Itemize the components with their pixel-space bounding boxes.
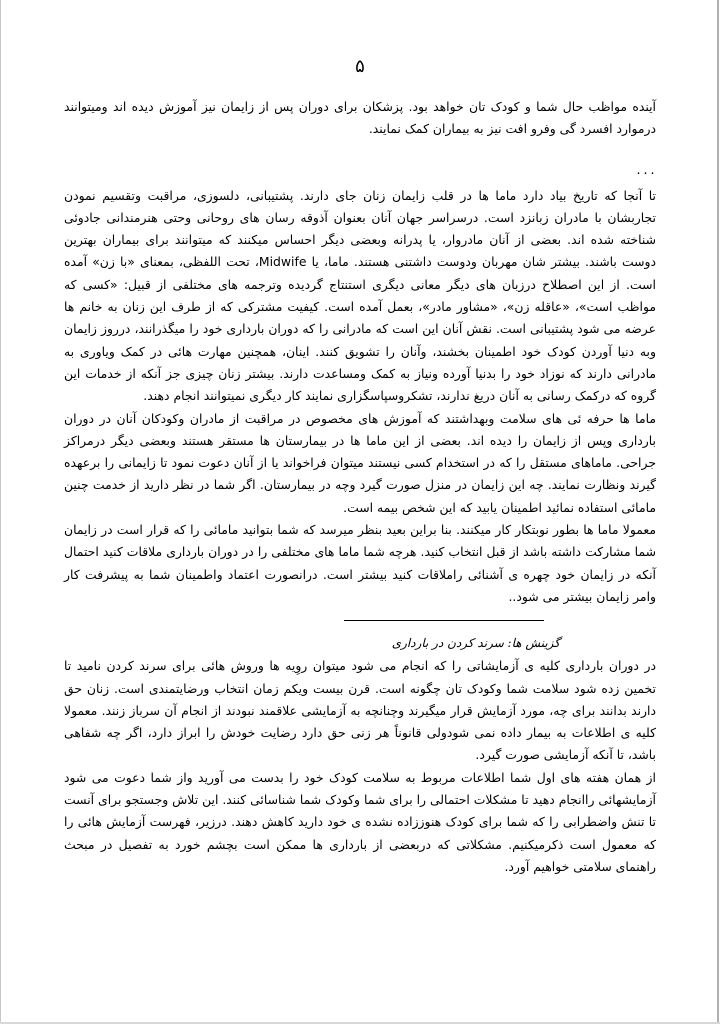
page-frame-right bbox=[717, 0, 719, 1024]
page-body bbox=[64, 96, 656, 878]
paragraph-screening-weeks: از همان هفته های اول شما اطلاعات مربوط به سلامت کودک خود را بدست می آورید واز شما دعوت می شود آزمایشهائی راانجام دهید تا مشکلات احتمالی را برای شما وکودک شما شناسائی کنند. این تلاش وجستجو برای آنست تا تنش واضطرابی را که شما برای کودک هنوززاده نشده ی خود دارید کاهش دهند. درزیر، فهرست آزمایش هائی را که معمول است ذکرمیکنیم. مشکلاتی که دربعضی از بارداری ها ممکن است بچشم خورد به تفصیل در مبحث راهنمای سلامتی خواهیم آورد. bbox=[63, 769, 656, 874]
page-frame-left bbox=[0, 0, 1, 1024]
paragraph-intro: آینده مواظب حال شما و کودک تان خواهد بود. پزشکان برای دوران پس از زایمان نیز آموزش دیده اند ومیتوانند درموارد افسرد گی وفرو افت نیز به بیماران کمک نمایند. bbox=[64, 99, 656, 137]
paragraph-midwife-history: تا آنجا که تاریخ بیاد دارد ماما ها در قلب زایمان زنان جای دارند. پشتیبانی، دلسوزی، مراقبت وتقسیم نمودن تجاربشان با مادران زبانزد است. درسراسر جهان آنان بعنوان آذوقه رسان های روحانی وحتی هنرمندانی جادوئی شناخته شده اند. بعضی از آنان مادروار، یا پدرانه وبعضی دیگر احساس میکنند که میتوانند برای بیماران بهترین دوست باشند. بیشتر شان مهربان ودوست داشتنی هستند. ماما، یا Midwife، تحت اللفظی، بمعنای «با زن» آمده است. از این اصطلاح درزبان های دیگر معانی دیگری استنتاج گردیده وترجمه های مختلفی از قبیل: «کسی که مواظب است»، «عاقله زن»، «مشاور مادر»، بعمل آمده است. کیفیت مشترکی که از طرف این زنان به خانم ها عرضه می شود پشتیبانی است. نقش آنان این است که مادرانی را که دوران بارداری خود را میگذرانند، درروز زایمان وبه دنیا آوردن کودک خود اطمینان بخشند، وآنان را تشویق کنند. اینان، همچنین مهارت هائی در کمک ویاوری به مادرانی دارند که نوزاد خود را بدنیا آورده ونیاز به کمک ومساعدت دارند. بیشتر زنان چیزی جز آنکه از خدمات این گروه که درکمک رسانی به آنان دریغ ندارند، تشکروسپاسگزاری نمایند کار دیگری نمیتوانند انجام دهند. bbox=[64, 187, 657, 404]
page-number: ۵ bbox=[355, 56, 365, 77]
section-heading-screening: گزینش ها: سرند کردن در بارداری bbox=[391, 636, 560, 651]
paragraph-midwife-teamwork: معمولا ماما ها بطور نوبتکار کار میکنند. بنا براین بعید بنظر میرسد که شما بتوانید مامائی را که قرار است در زایمان شما مشارکت داشته باشد از قبل انتخاب کنید. هرچه شما ماما های مختلفی را در دوران بارداری ملاقات کنید احتمال آنکه در زایمان خود چهره ی آشنائی راملاقات کنید بیشتر است. درانصورت اعتماد واطمینان شما به پیشرفت کار وامر زایمان بیشتر می شود.. bbox=[64, 522, 656, 604]
section-separator: ۰۰۰ bbox=[635, 165, 656, 181]
paragraph-screening-intro: در دوران بارداری کلیه ی آزمایشاتی را که انجام می شود میتوان روِیه ها وروش هائی برای سرند کردن نامید تا تخمین زده شود سلامت شما وکودک تان چگونه است. قرن بیست ویکم زمان انتخاب ورضایتمندی است. زنان حق دارند بدانند برای چه، مورد آزمایش قرار میگیرند وچنانچه به آزمایشی علاقمند نبودند از انجام آن سرباز زنند. معمولا کلیه ی اطلاعات به بیمار داده نمی شودولی قانوناً هر زنی حق دارد رضایت خودش را ابراز دارد، اگر چه شفاهی باشد، تا آنکه آزمایشی صورت گیرد. bbox=[64, 658, 656, 763]
horizontal-divider bbox=[344, 620, 544, 621]
paragraph-midwife-training: ماما ها حرفه ئی های سلامت وبهداشتند که آموزش های مخصوص در مراقبت از مادران وکودکان آنان در دوران بارداری وپس از زایمان را دیده اند. بعضی از این ماما ها در بیمارستان ها مستقر هستند وبعضی دیگر درمراکز جراحی. ماماهای مستقل را که در استخدام کسی نیستند میتوان فراخواند یا از آنان دعوت نمود تا زایمانی را برعهده گیرند ونظارت نمایند. چه این زایمان در منزل صورت گیرد وچه در بیمارستان. اگر شما در نظر دارید از خدمت چنین مامائی استفاده نمائید اطمینان یابید که این شخص بیمه است. bbox=[64, 410, 656, 515]
